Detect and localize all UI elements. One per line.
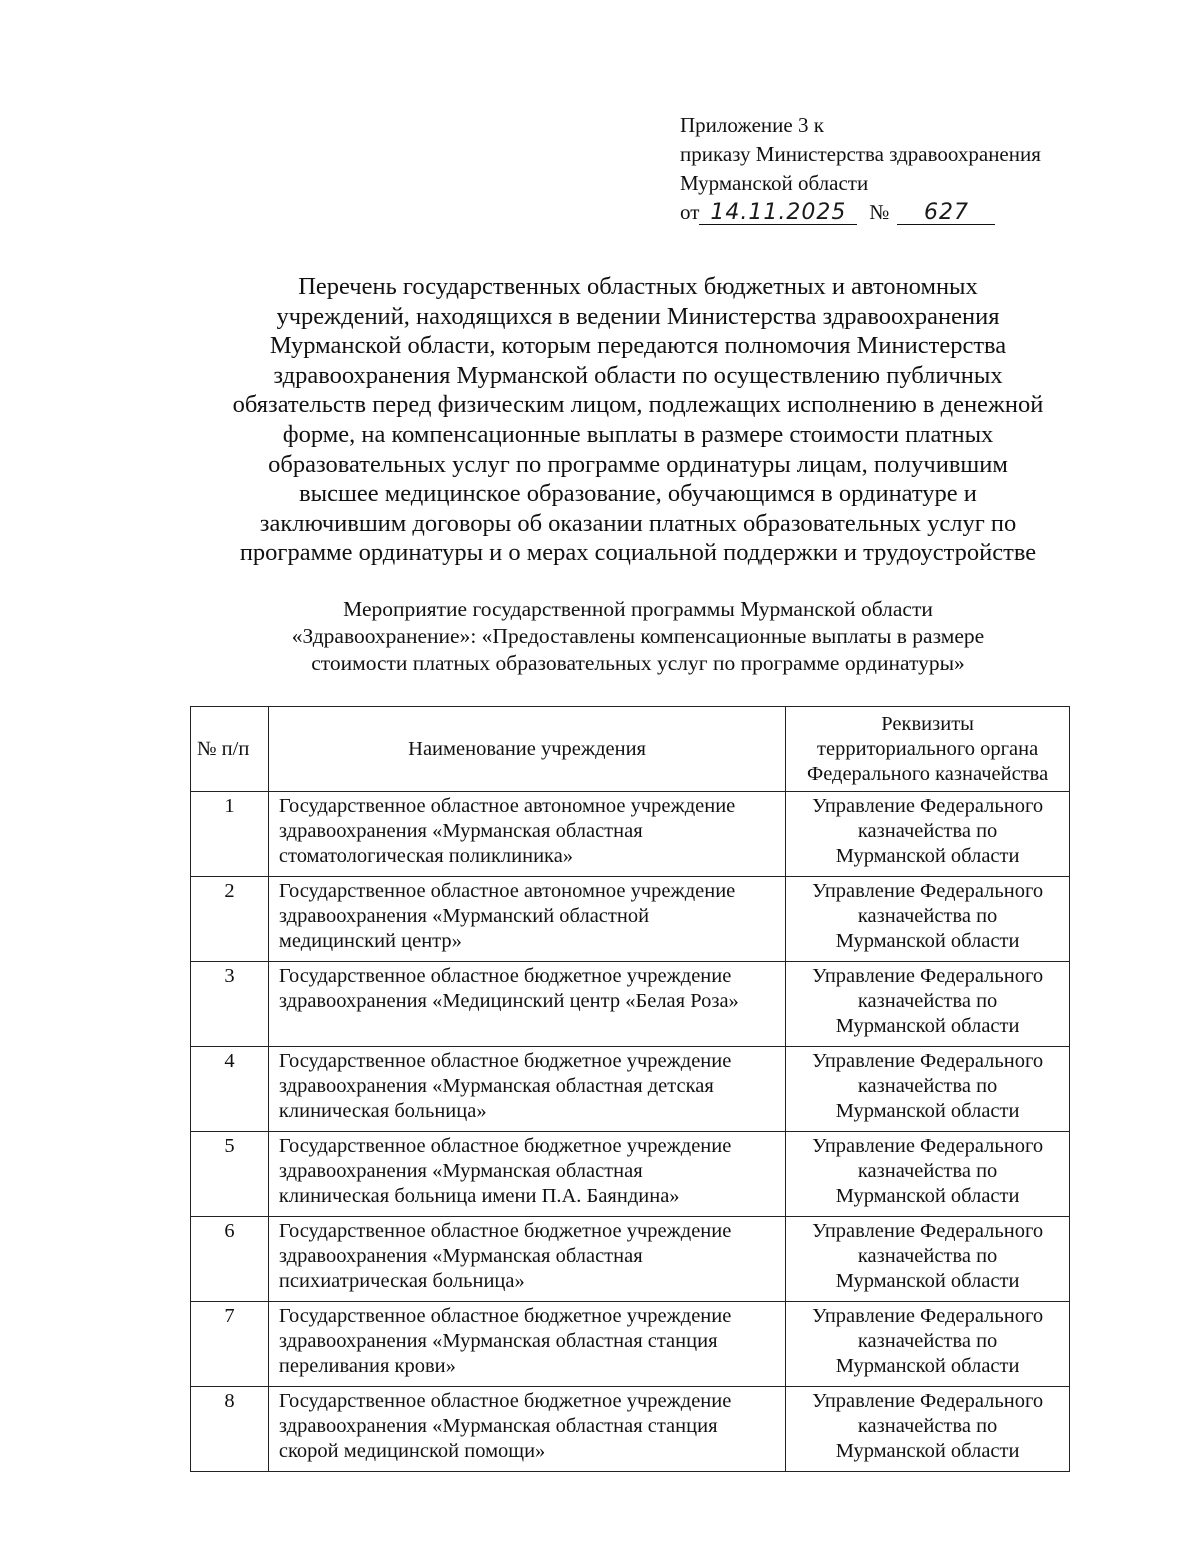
handwritten-order-number: 627	[897, 202, 995, 225]
subtitle-line: «Здравоохранение»: «Предоставлены компенсационные выплаты в размере	[291, 624, 985, 648]
name-line: здравоохранения «Мурманская областная станция	[278, 1330, 718, 1352]
appendix-line-1: Приложение 3 к	[680, 113, 824, 137]
fk-line: Управление Федерального	[812, 1135, 1044, 1157]
table-row	[191, 877, 1070, 962]
name-line: Государственное областное автономное учреждение	[278, 795, 736, 817]
treasury-details	[786, 1217, 1070, 1302]
appendix-line-2: приказу Министерства здравоохранения	[680, 142, 1041, 166]
institution-name	[268, 1302, 785, 1387]
title-line: Перечень государственных областных бюджетных и автономных	[298, 273, 978, 300]
institution-name	[268, 1132, 785, 1217]
fk-line: Мурманской области	[835, 845, 1020, 867]
institution-name	[268, 1217, 785, 1302]
treasury-details	[786, 1387, 1070, 1472]
name-line: Государственное областное бюджетное учреждение	[278, 965, 732, 987]
name-line: здравоохранения «Мурманская областная детская	[278, 1075, 714, 1097]
fk-line: казначейства по	[857, 1245, 998, 1267]
title-line: Мурманской области, которым передаются полномочия Министерства	[269, 332, 1007, 360]
name-line: здравоохранения «Медицинский центр «Белая Роза»	[278, 990, 739, 1012]
header-fk-line: Реквизиты	[881, 712, 974, 735]
header-fk-line: территориального органа	[817, 737, 1039, 760]
fk-line: Управление Федерального	[812, 1390, 1044, 1412]
subtitle-line: стоимости платных образовательных услуг по программе ординатуры»	[311, 651, 965, 675]
fk-line: казначейства по	[857, 1330, 998, 1352]
name-line: Государственное областное бюджетное учреждение	[278, 1050, 732, 1072]
treasury-details	[786, 1132, 1070, 1217]
name-line: Государственное областное бюджетное учреждение	[278, 1220, 732, 1242]
name-line: Государственное областное бюджетное учреждение	[278, 1135, 732, 1157]
institution-name	[268, 1047, 785, 1132]
fk-line: казначейства по	[857, 905, 998, 927]
header-treasury-details	[786, 707, 1070, 792]
appendix-stamp	[680, 111, 1041, 227]
name-line: стоматологическая поликлиника»	[278, 845, 574, 867]
table-row	[191, 1047, 1070, 1132]
name-line: медицинский центр»	[278, 930, 462, 952]
name-line: клиническая больница имени П.А. Баяндина»	[278, 1185, 680, 1207]
title-line: обязательств перед физическим лицом, подлежащих исполнению в денежной	[232, 391, 1044, 419]
number-label: №	[869, 200, 890, 224]
row-number: 6	[191, 1217, 269, 1302]
title-line: учреждений, находящихся в ведении Министерства здравоохранения	[276, 302, 1000, 330]
title-line: высшее медицинское образование, обучающимся в ординатуре и	[299, 480, 977, 508]
treasury-details	[786, 1047, 1070, 1132]
row-number: 4	[191, 1047, 269, 1132]
name-line: здравоохранения «Мурманская областная	[278, 1160, 643, 1182]
treasury-details	[786, 962, 1070, 1047]
name-line: Государственное областное бюджетное учреждение	[278, 1305, 732, 1327]
row-number: 2	[191, 877, 269, 962]
fk-line: Мурманской области	[835, 930, 1020, 952]
fk-line: казначейства по	[857, 820, 998, 842]
institutions-table	[190, 706, 1070, 1472]
appendix-line-3: Мурманской области	[680, 171, 869, 195]
fk-line: казначейства по	[857, 1075, 998, 1097]
table-header-row	[191, 707, 1070, 792]
header-name: Наименование учреждения	[268, 707, 785, 792]
institution-name	[268, 792, 785, 877]
title-line: форме, на компенсационные выплаты в размере стоимости платных	[282, 420, 994, 448]
header-num: № п/п	[191, 707, 269, 792]
institution-name	[268, 962, 785, 1047]
title-line: заключившим договоры об оказании платных образовательных услуг по	[259, 509, 1017, 537]
fk-line: казначейства по	[857, 1415, 998, 1437]
fk-line: Мурманской области	[835, 1355, 1020, 1377]
name-line: психиатрическая больница»	[278, 1270, 525, 1292]
subtitle-line: Мероприятие государственной программы Мурманской области	[343, 597, 933, 621]
name-line: скорой медицинской помощи»	[278, 1440, 546, 1462]
row-number: 8	[191, 1387, 269, 1472]
document-title	[200, 272, 1076, 568]
table-row	[191, 1302, 1070, 1387]
row-number: 7	[191, 1302, 269, 1387]
treasury-details	[786, 792, 1070, 877]
fk-line: Управление Федерального	[812, 795, 1044, 817]
row-number: 3	[191, 962, 269, 1047]
treasury-details	[786, 1302, 1070, 1387]
table-row	[191, 962, 1070, 1047]
table-row	[191, 792, 1070, 877]
fk-line: казначейства по	[857, 990, 998, 1012]
fk-line: Мурманской области	[835, 1100, 1020, 1122]
name-line: здравоохранения «Мурманская областная	[278, 1245, 643, 1267]
fk-line: казначейства по	[857, 1160, 998, 1182]
header-fk-line: Федерального казначейства	[807, 762, 1049, 785]
row-number: 1	[191, 792, 269, 877]
fk-line: Управление Федерального	[812, 1220, 1044, 1242]
title-line: образовательных услуг по программе ординатуры лицам, получившим	[268, 450, 1008, 478]
handwritten-order-date: 14.11.2025	[699, 202, 857, 225]
date-prefix: от	[680, 200, 700, 224]
row-number: 5	[191, 1132, 269, 1217]
title-line: программе ординатуры и о мерах социальной поддержки и трудоустройстве	[239, 539, 1037, 567]
fk-line: Управление Федерального	[812, 1050, 1044, 1072]
name-line: здравоохранения «Мурманский областной	[278, 905, 650, 927]
fk-line: Мурманской области	[835, 1015, 1020, 1037]
name-line: здравоохранения «Мурманская областная	[278, 820, 643, 842]
fk-line: Мурманской области	[835, 1440, 1020, 1462]
fk-line: Мурманской области	[835, 1185, 1020, 1207]
fk-line: Управление Федерального	[812, 965, 1044, 987]
name-line: Государственное областное бюджетное учреждение	[278, 1390, 732, 1412]
fk-line: Мурманской области	[835, 1270, 1020, 1292]
table-row	[191, 1217, 1070, 1302]
name-line: Государственное областное автономное учреждение	[278, 880, 736, 902]
fk-line: Управление Федерального	[812, 1305, 1044, 1327]
table-row	[191, 1132, 1070, 1217]
program-measure-subtitle	[230, 596, 1046, 677]
name-line: здравоохранения «Мурманская областная станция	[278, 1415, 718, 1437]
title-line: здравоохранения Мурманской области по осуществлению публичных	[273, 361, 1003, 389]
name-line: клиническая больница»	[278, 1100, 487, 1122]
institution-name	[268, 1387, 785, 1472]
treasury-details	[786, 877, 1070, 962]
name-line: переливания крови»	[278, 1355, 456, 1377]
table-row	[191, 1387, 1070, 1472]
order-date-number-line	[680, 198, 1041, 227]
institution-name	[268, 877, 785, 962]
fk-line: Управление Федерального	[812, 880, 1044, 902]
